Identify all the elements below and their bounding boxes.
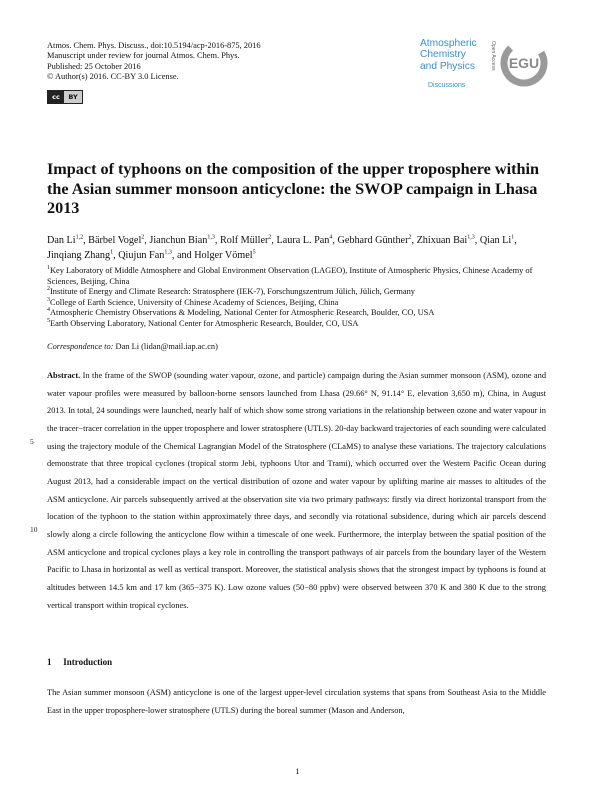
paper-title: Impact of typhoons on the composition of the upper troposphere within the Asian summer monsoon anticyclone: the SWOP campaign in Lhasa 2013: [47, 160, 539, 217]
introduction-text: The Asian summer monsoon (ASM) anticyclone is one of the largest upper-level circulation systems that spans from Southeast Asia to the Middle East in the upper troposphere-lower stratosphere (UTLS) during the boreal summer (Mason and Anderson,: [47, 688, 546, 715]
author-name: Qiujun Fan: [118, 249, 165, 261]
affiliation-number: 2: [47, 286, 50, 293]
logo-journal-name: Atmospheric Chemistry and Physics: [420, 38, 477, 72]
logo-discussions-label: Discussions: [428, 82, 466, 89]
correspondence-label: Correspondence to:: [47, 342, 114, 351]
affiliation-number: 5: [47, 318, 50, 325]
author-affiliation-marker: 1,2: [75, 234, 84, 241]
affiliation-item: [47, 298, 547, 309]
line-number-10: 10: [30, 525, 38, 534]
author-name: Gebhard Günther: [337, 235, 409, 246]
affiliation-text: Key Laboratory of Middle Atmosphere and Global Environment Observation (LAGEO), Institute of Atmospheric Physics, Chinese Academy of Sciences, Beijing, China: [47, 266, 533, 286]
header-license: © Author(s) 2016. CC-BY 3.0 License.: [47, 72, 179, 82]
affiliation-list: [47, 266, 547, 330]
abstract-text: In the frame of the SWOP (sounding water vapour, ozone, and particle) campaign during the Asian summer monsoon (ASM), ozone and water vapour profiles were measured by balloon-borne sensors launched from Lhasa (29.66° N, 91.14° E, elevation 3,650 m), China, in August 2013. In total, 24 soundings were launched, nearly half of which show some strong variations in the relationship between ozone and water vapour in the tracer−tracer correlation in the upper troposphere and lower stratosphere (UTLS). 20-day backward trajectories of each sounding were calculated using the trajectory module of the Chemical Lagrangian Model of the Stratosphere (CLaMS) to analyse these variations. The trajectory calculations demonstrate that three tropical cyclones (tropical storm Jebi, typhoons Utor and Trami), which occurred over the Western Pacific Ocean during August 2013, had a considerable impact on the vertical distribution of ozone and water vapour by uplifting marine air masses to altitudes of the ASM anticyclone. Air parcels subsequently arrived at the observation site via two primary pathways: firstly via direct horizontal transport from the location of the typhoon to the station within approximately three days, and secondly via rotational subsidence, during which air parcels descend slowly along a circle following the anticyclone flow within a timescale of one week. Furthermore, the interplay between the spatial position of the ASM anticyclone and tropical cyclones plays a key role in controlling the transport pathways of air parcels from the boundary layer of the Western Pacific to Lhasa in horizontal as well as vertical transport. Moreover, the statistical analysis shows that the strongest impact by typhoons is found at altitudes between 14.5 km and 17 km (365−375 K). Low ozone values (50−80 ppbv) were observed between 370 K and 380 K due to the strong vertical transport within tropical cyclones.: [47, 371, 547, 610]
section-number: 1: [47, 657, 52, 667]
author-affiliation-marker: 5: [252, 249, 256, 256]
author-affiliation-marker: 2: [408, 234, 412, 241]
section-title: Introduction: [63, 657, 113, 667]
affiliation-text: Earth Observing Laboratory, National Center for Atmospheric Research, Boulder, CO, USA: [50, 318, 359, 328]
egu-text: EGU: [508, 55, 540, 71]
journal-header: [47, 41, 261, 83]
author-separator: ,: [514, 235, 517, 246]
author-separator: ,: [411, 235, 417, 246]
author-separator: ,: [113, 249, 119, 261]
author-affiliation-marker: 2: [141, 234, 145, 241]
affiliation-number: 4: [47, 307, 50, 314]
author-separator: , and: [171, 249, 195, 261]
author-name: Qian Li: [479, 235, 512, 246]
affiliation-number: 3: [47, 296, 50, 303]
author-affiliation-marker: 1,3: [164, 249, 172, 256]
author-separator: ,: [144, 235, 150, 246]
author-name: Bärbel Vogel: [88, 235, 142, 246]
affiliation-item: [47, 319, 547, 330]
author-name: Jianchun Bian: [149, 235, 208, 246]
author-affiliation-marker: 1,3: [207, 234, 215, 241]
cc-badge: cc: [48, 91, 64, 103]
affiliation-item: [47, 266, 547, 287]
author-separator: ,: [214, 235, 220, 246]
line-number-5: 5: [30, 437, 34, 446]
header-citation: Atmos. Chem. Phys. Discuss., doi:10.5194/acp-2016-875, 2016: [47, 41, 261, 50]
abstract: [47, 367, 546, 614]
section-heading: [47, 657, 112, 667]
correspondence-text: Dan Li (lidan@mail.iap.ac.cn): [115, 342, 218, 351]
author-separator: ,: [474, 235, 480, 246]
by-badge: BY: [64, 91, 82, 103]
page-number: 1: [295, 766, 300, 776]
author-name: Zhixuan Bai: [416, 235, 468, 246]
author-affiliation-marker: 1: [110, 249, 114, 256]
author-affiliation-marker: 4: [329, 234, 333, 241]
author-list: [47, 234, 547, 263]
author-name: Rolf Müller: [219, 235, 269, 246]
author-separator: ,: [271, 235, 277, 246]
affiliation-number: 1: [47, 265, 50, 272]
affiliation-text: Institute of Energy and Climate Research: Stratosphere (IEK-7), Forschungszentrum Jülich, Jülich, Germany: [50, 287, 415, 297]
header-review-status: Manuscript under review for journal Atmos. Chem. Phys.: [47, 51, 240, 61]
correspondence: [47, 342, 218, 351]
author-affiliation-marker: 2: [268, 234, 272, 241]
author-name: Holger Vömel: [194, 249, 253, 261]
author-name: Laura L. Pan: [276, 235, 330, 246]
cc-by-license-icon: [47, 90, 83, 104]
egu-logo-icon: [498, 38, 550, 88]
author-name: Jinqiang Zhang: [47, 249, 111, 261]
author-affiliation-marker: 1: [511, 234, 515, 241]
author-name: Dan Li: [47, 235, 76, 246]
author-affiliation-marker: 1,3: [467, 234, 475, 241]
affiliation-text: Atmospheric Chemistry Observations & Modeling, National Center for Atmospheric Research, Boulder, CO, USA: [50, 308, 435, 318]
journal-logo: [420, 38, 550, 94]
logo-open-access-label: Open Access: [490, 41, 496, 71]
affiliation-item: [47, 287, 547, 298]
affiliation-text: College of Earth Science, University of Chinese Academy of Sciences, Beijing, China: [50, 297, 339, 307]
abstract-label: Abstract.: [47, 371, 81, 380]
author-separator: ,: [83, 235, 89, 246]
affiliation-item: [47, 308, 547, 319]
header-published-date: Published: 25 October 2016: [47, 61, 141, 71]
author-separator: ,: [332, 235, 338, 246]
